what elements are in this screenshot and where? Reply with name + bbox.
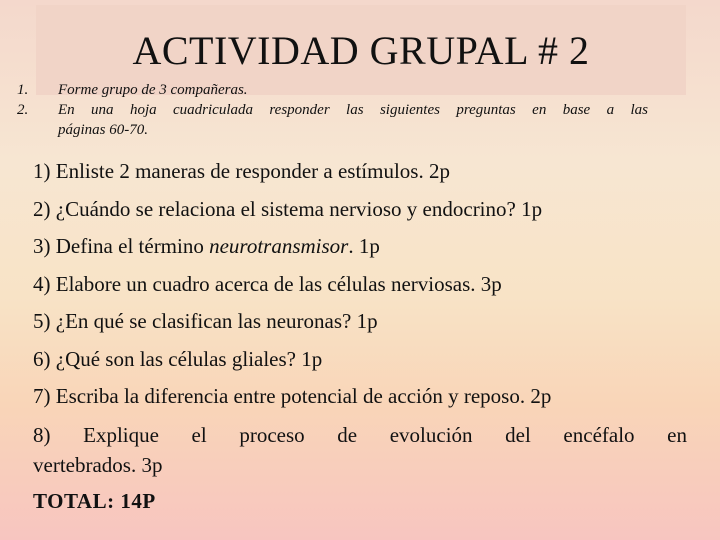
questions-list: [33, 153, 687, 520]
instruction-item: [0, 80, 720, 100]
question-1: 1) Enliste 2 maneras de responder a estímulos. 2p: [33, 159, 450, 183]
instruction-number: 1.: [17, 82, 29, 98]
instructions-list: [0, 80, 720, 140]
question-3-term: neurotransmisor: [209, 234, 349, 258]
instruction-number: 2.: [17, 102, 29, 118]
instruction-text: Forme grupo de 3 compañeras.: [58, 82, 248, 98]
question-7: 7) Escriba la diferencia entre potencial de acción y reposo. 2p: [33, 384, 552, 408]
question-8: [33, 416, 687, 480]
question-6: 6) ¿Qué son las células gliales? 1p: [33, 346, 323, 371]
total-points: TOTAL: 14P: [33, 488, 156, 513]
instruction-item: [0, 100, 720, 140]
instruction-text-line2: páginas 60-70.: [58, 122, 148, 138]
question-3-prefix: 3) Defina el término: [33, 234, 210, 258]
question-2: 2) ¿Cuándo se relaciona el sistema nervioso y endocrino? 1p: [33, 196, 543, 221]
question-8-line2: vertebrados. 3p: [33, 452, 163, 477]
question-3-suffix: . 1p: [348, 234, 380, 258]
question-4: 4) Elabore un cuadro acerca de las células nerviosas. 3p: [33, 271, 502, 296]
page-title: ACTIVIDAD GRUPAL # 2: [132, 28, 590, 73]
instruction-text-line1: En una hoja cuadriculada responder las siguientes preguntas en base a las: [58, 102, 648, 118]
question-5: 5) ¿En qué se clasifican las neuronas? 1p: [33, 309, 378, 333]
question-8-line1: 8) Explique el proceso de evolución del encéfalo en: [33, 422, 687, 447]
question-3: [33, 228, 687, 266]
